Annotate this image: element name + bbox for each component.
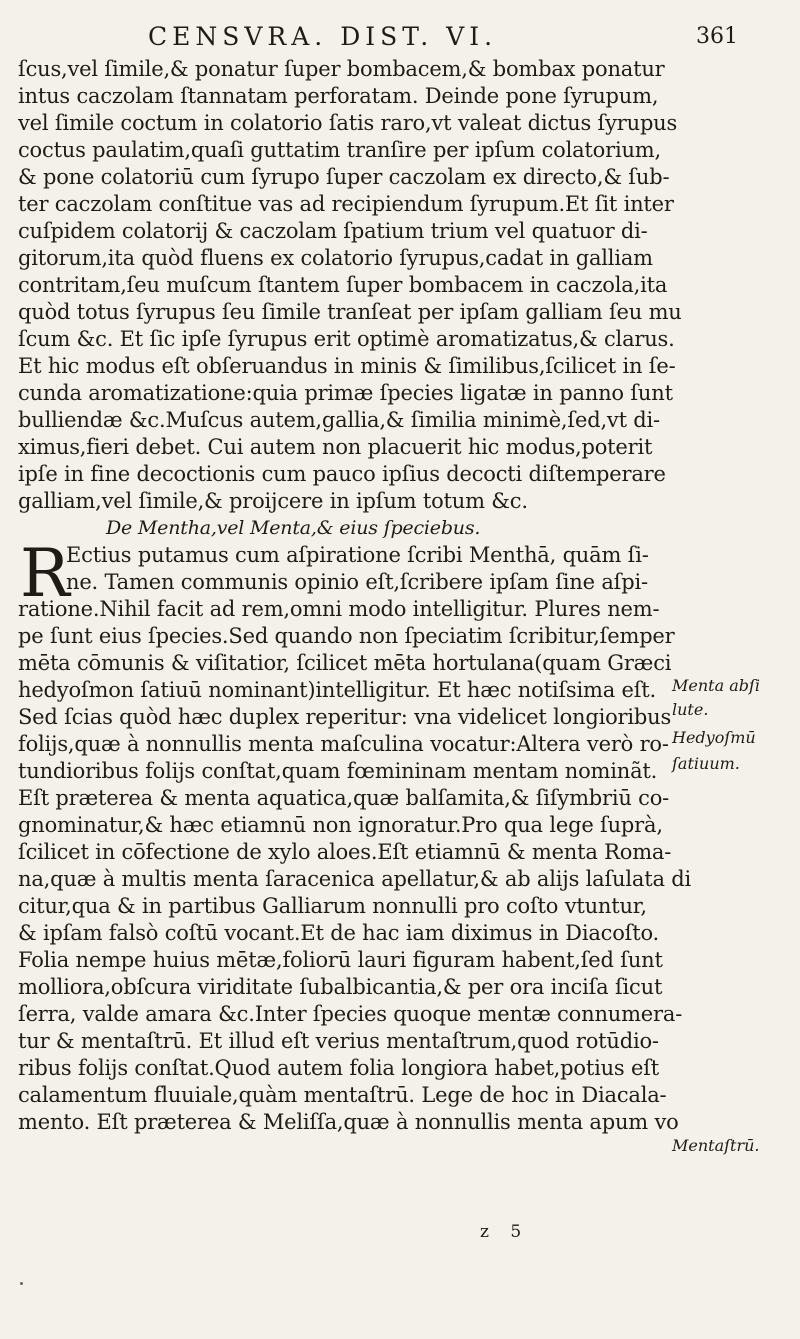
text-line: mento. Eſt præterea & Meliſſa,quæ à nonnullis menta apum vo xyxy=(18,1110,679,1134)
text-line: folijs,quæ à nonnullis menta maſculina vocatur:Altera verò ro- xyxy=(18,732,669,756)
text-line: hedyoſmon ſatiuū nominant)intelligitur. Et hæc notiſsima eſt. xyxy=(18,678,657,702)
text-line: & ipſam falsò coſtū vocant.Et de hac iam diximus in Diacoſto. xyxy=(18,921,660,945)
text-line: Et hic modus eſt obſeruandus in minis & ſimilibus,ſcilicet in ſe- xyxy=(18,354,676,378)
text-line: Ectius putamus cum aſpiratione ſcribi Menthā, quām ſi- xyxy=(66,543,649,567)
page-number: 361 xyxy=(696,24,738,49)
text-line: molliora,obſcura viriditate ſubalbicantia,& per ora inciſa ſicut xyxy=(18,975,663,999)
margin-note: Hedyoſmū xyxy=(672,728,756,747)
text-line: ximus,fieri debet. Cui autem non placuerit hic modus,poterit xyxy=(18,435,653,459)
text-line: coctus paulatim,quaſi guttatim tranſire per ipſum colatorium, xyxy=(18,138,661,162)
text-line: tundioribus folijs conſtat,quam fœmininam mentam nominãt. xyxy=(18,759,658,783)
text-line: Eſt præterea & menta aquatica,quæ balſamita,& ſiſymbriū co- xyxy=(18,786,670,810)
text-line: contritam,ſeu muſcum ſtantem ſuper bombacem in caczola,ita xyxy=(18,273,668,297)
text-line: & pone colatoriū cum ſyrupo ſuper caczolam ex directo,& ſub- xyxy=(18,165,670,189)
text-line: bulliendæ &c.Muſcus autem,gallia,& ſimilia minimè,ſed,vt di- xyxy=(18,408,660,432)
text-line: ipſe in fine decoctionis cum pauco ipſius decocti diſtemperare xyxy=(18,462,666,486)
text-line: quòd totus ſyrupus ſeu ſimile tranſeat per ipſam galliam ſeu mu xyxy=(18,300,682,324)
margin-note: Menta abſi xyxy=(672,676,761,695)
running-head-title: CENSVRA. DIST. VI. xyxy=(148,22,498,51)
margin-note: ſatiuum. xyxy=(672,754,740,773)
text-line: calamentum fluuiale,quàm mentaſtrū. Lege de hoc in Diacala- xyxy=(18,1083,667,1107)
text-line: Folia nempe huius mētæ,foliorū lauri figuram habent,ſed ſunt xyxy=(18,948,663,972)
text-line: ſerra, valde amara &c.Inter ſpecies quoque mentæ connumera- xyxy=(18,1002,683,1026)
section-heading: De Mentha,vel Menta,& eius ſpeciebus. xyxy=(106,517,481,539)
text-line: mēta cōmunis & viſitatior, ſcilicet mēta hortulana(quam Græci xyxy=(18,651,672,675)
text-line: ſcus,vel ſimile,& ponatur ſuper bombacem,& bombax ponatur xyxy=(18,57,665,81)
margin-note: lute. xyxy=(672,700,709,719)
text-line: na,quæ à multis menta ſaracenica apellatur,& ab alijs laſulata di xyxy=(18,867,691,891)
text-line: Sed ſcias quòd hæc duplex reperitur: vna videlicet longioribus xyxy=(18,705,672,729)
text-line: citur,qua & in partibus Galliarum nonnulli pro coſto vtuntur, xyxy=(18,894,647,918)
text-line: ratione.Nihil facit ad rem,omni modo intelligitur. Plures nem- xyxy=(18,597,660,621)
text-line: cunda aromatizatione:quia primæ ſpecies ligatæ in panno ſunt xyxy=(18,381,673,405)
text-line: gnominatur,& hæc etiamnū non ignoratur.Pro qua lege ſuprà, xyxy=(18,813,663,837)
text-line: cuſpidem colatorij & caczolam ſpatium trium vel quatuor di- xyxy=(18,219,648,243)
text-line: ſcum &c. Et ſic ipſe ſyrupus erit optimè aromatizatus,& clarus. xyxy=(18,327,675,351)
text-line: ne. Tamen communis opinio eſt,ſcribere ipſam ſine aſpi- xyxy=(66,570,648,594)
text-line: pe ſunt eius ſpecies.Sed quando non ſpeciatim ſcribitur,ſemper xyxy=(18,624,675,648)
drop-cap-initial: R xyxy=(20,535,70,612)
text-line: ribus folijs conſtat.Quod autem folia longiora habet,potius eſt xyxy=(18,1056,660,1080)
text-line: tur & mentaſtrū. Et illud eſt verius mentaſtrum,quod rotūdio- xyxy=(18,1029,659,1053)
text-line: ter caczolam conſtitue vas ad recipiendum ſyrupum.Et ſit inter xyxy=(18,192,674,216)
paper-speck xyxy=(20,1282,23,1285)
text-line: ſcilicet in cōfectione de xylo aloes.Eſt etiamnū & menta Roma- xyxy=(18,840,672,864)
text-line: galliam,vel ſimile,& proijcere in ipſum totum &c. xyxy=(18,489,528,513)
text-line: vel ſimile coctum in colatorio ſatis raro,vt valeat dictus ſyrupus xyxy=(18,111,678,135)
text-line: intus caczolam ſtannatam perforatam. Deinde pone ſyrupum, xyxy=(18,84,659,108)
signature-mark: z 5 xyxy=(480,1222,530,1242)
running-head xyxy=(0,22,800,54)
margin-note: Mentaſtrū. xyxy=(672,1136,760,1155)
text-line: gitorum,ita quòd fluens ex colatorio ſyrupus,cadat in galliam xyxy=(18,246,653,270)
